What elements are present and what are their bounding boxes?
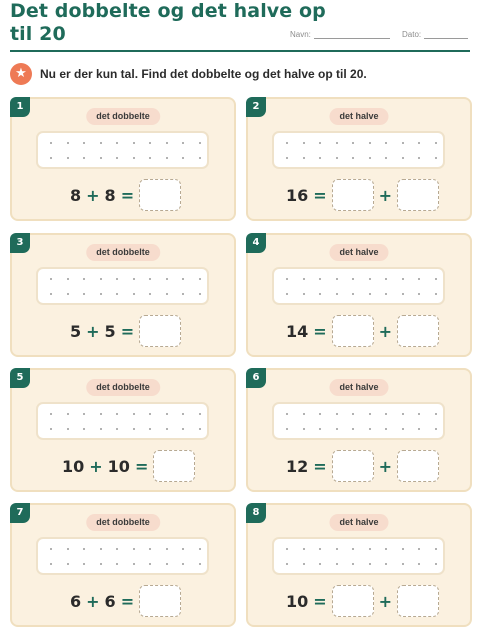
equals-sign: = <box>313 185 327 205</box>
equation-right-operand: 5 <box>104 321 116 341</box>
grid-dot <box>319 428 321 430</box>
answer-box-second[interactable] <box>397 315 439 347</box>
grid-dot <box>67 413 69 415</box>
grid-dot <box>50 157 52 159</box>
grid-dot <box>116 563 118 565</box>
exercise-card-3 <box>10 233 236 357</box>
grid-dot <box>435 413 437 415</box>
grid-dot <box>67 548 69 550</box>
grid-dot <box>369 548 371 550</box>
grid-dot <box>83 157 85 159</box>
grid-dot <box>83 413 85 415</box>
plus-sign: + <box>378 591 393 611</box>
grid-dot <box>133 157 135 159</box>
grid-dot <box>50 548 52 550</box>
grid-dot <box>100 413 102 415</box>
equals-sign: = <box>313 591 327 611</box>
grid-dot <box>149 563 151 565</box>
grid-dot <box>286 293 288 295</box>
grid-dot <box>100 278 102 280</box>
plus-sign: + <box>378 185 393 205</box>
grid-dot <box>182 563 184 565</box>
grid-dot <box>133 142 135 144</box>
grid-dot <box>402 293 404 295</box>
grid-dot <box>199 142 201 144</box>
grid-dot <box>336 548 338 550</box>
grid-dot <box>303 278 305 280</box>
grid-dot <box>286 278 288 280</box>
equation-left-operand: 6 <box>70 591 82 611</box>
grid-dot <box>418 142 420 144</box>
header-divider <box>10 50 470 52</box>
equation-right-operand: 10 <box>107 456 130 476</box>
date-field[interactable] <box>402 30 468 39</box>
grid-dot <box>303 293 305 295</box>
grid-dot <box>116 428 118 430</box>
grid-dot <box>418 278 420 280</box>
answer-box[interactable] <box>153 450 195 482</box>
answer-box-second[interactable] <box>397 450 439 482</box>
grid-dot <box>116 413 118 415</box>
grid-dot <box>50 142 52 144</box>
exercise-card-7 <box>10 503 236 627</box>
grid-dot <box>149 413 151 415</box>
grid-dot <box>149 142 151 144</box>
grid-dot <box>166 563 168 565</box>
exercise-label-pill: det dobbelte <box>86 108 160 125</box>
grid-dot <box>369 293 371 295</box>
grid-dot <box>182 293 184 295</box>
answer-box[interactable] <box>139 179 181 211</box>
grid-dot <box>319 142 321 144</box>
grid-dot <box>319 413 321 415</box>
equation-right-operand: 6 <box>104 591 116 611</box>
grid-dot <box>385 548 387 550</box>
plus-sign: + <box>86 185 100 205</box>
equation <box>286 179 439 211</box>
equals-sign: = <box>313 321 327 341</box>
grid-dot <box>303 428 305 430</box>
grid-dot <box>369 142 371 144</box>
exercise-number-badge: 7 <box>10 503 30 523</box>
equation <box>286 315 439 347</box>
grid-dot <box>166 548 168 550</box>
star-icon: ★ <box>10 63 32 85</box>
name-line[interactable] <box>314 31 390 39</box>
grid-dot <box>369 278 371 280</box>
grid-dot <box>182 142 184 144</box>
exercise-card-2 <box>246 97 472 221</box>
grid-dot <box>182 157 184 159</box>
grid-dot <box>352 157 354 159</box>
grid-dot <box>418 428 420 430</box>
grid-dot <box>402 548 404 550</box>
grid-dot <box>303 142 305 144</box>
equation <box>286 585 439 617</box>
grid-dot <box>50 428 52 430</box>
grid-dot <box>149 293 151 295</box>
grid-dot <box>402 413 404 415</box>
grid-dot <box>133 548 135 550</box>
equation-left-operand: 5 <box>70 321 82 341</box>
grid-dot <box>435 563 437 565</box>
grid-dot <box>336 157 338 159</box>
exercise-label-pill: det halve <box>329 244 388 261</box>
grid-dot <box>336 142 338 144</box>
grid-dot <box>166 157 168 159</box>
dot-grid-box[interactable] <box>272 537 445 575</box>
exercise-card-6 <box>246 368 472 492</box>
grid-dot <box>319 278 321 280</box>
grid-dot <box>100 293 102 295</box>
grid-dot <box>50 293 52 295</box>
grid-dot <box>83 548 85 550</box>
grid-dot <box>319 563 321 565</box>
grid-dot <box>402 157 404 159</box>
exercise-label-pill: det halve <box>329 514 388 531</box>
dot-grid-box[interactable] <box>272 267 445 305</box>
grid-dot <box>199 563 201 565</box>
equation <box>70 585 181 617</box>
grid-dot <box>385 563 387 565</box>
grid-dot <box>50 278 52 280</box>
grid-dot <box>199 428 201 430</box>
grid-dot <box>336 428 338 430</box>
grid-dot <box>50 563 52 565</box>
grid-dot <box>116 293 118 295</box>
grid-dot <box>385 142 387 144</box>
equation-total: 16 <box>286 185 309 205</box>
grid-dot <box>435 157 437 159</box>
grid-dot <box>336 293 338 295</box>
grid-dot <box>385 157 387 159</box>
exercise-label-pill: det dobbelte <box>86 514 160 531</box>
grid-dot <box>182 278 184 280</box>
equals-sign: = <box>313 456 327 476</box>
page-title <box>10 0 326 46</box>
grid-dot <box>166 142 168 144</box>
exercise-number-badge: 2 <box>246 97 266 117</box>
answer-box-first[interactable] <box>332 450 374 482</box>
grid-dot <box>418 413 420 415</box>
equals-sign: = <box>134 456 149 476</box>
title-line-2: til 20 <box>10 23 66 45</box>
grid-dot <box>83 428 85 430</box>
exercise-card-1 <box>10 97 236 221</box>
grid-dot <box>199 413 201 415</box>
grid-dot <box>182 548 184 550</box>
dot-grid-box[interactable] <box>272 131 445 169</box>
exercise-card-8 <box>246 503 472 627</box>
grid-dot <box>286 413 288 415</box>
grid-dot <box>50 413 52 415</box>
equals-sign: = <box>120 591 135 611</box>
answer-box-first[interactable] <box>332 179 374 211</box>
grid-dot <box>385 428 387 430</box>
grid-dot <box>166 428 168 430</box>
grid-dot <box>435 278 437 280</box>
grid-dot <box>319 293 321 295</box>
grid-dot <box>133 278 135 280</box>
grid-dot <box>418 293 420 295</box>
grid-dot <box>352 563 354 565</box>
grid-dot <box>182 413 184 415</box>
dot-grid-box[interactable] <box>36 537 209 575</box>
exercise-number-badge: 3 <box>10 233 30 253</box>
grid-dot <box>369 413 371 415</box>
grid-dot <box>303 157 305 159</box>
grid-dot <box>319 548 321 550</box>
grid-dot <box>67 428 69 430</box>
grid-dot <box>385 413 387 415</box>
equation <box>70 315 181 347</box>
plus-sign: + <box>86 591 100 611</box>
grid-dot <box>116 157 118 159</box>
equation-left-operand: 10 <box>62 456 85 476</box>
exercise-label-pill: det halve <box>329 108 388 125</box>
grid-dot <box>67 278 69 280</box>
grid-dot <box>303 548 305 550</box>
grid-dot <box>402 142 404 144</box>
grid-dot <box>199 278 201 280</box>
plus-sign: + <box>378 456 393 476</box>
equation-left-operand: 8 <box>70 185 82 205</box>
grid-dot <box>67 157 69 159</box>
answer-box[interactable] <box>139 315 181 347</box>
answer-box-first[interactable] <box>332 315 374 347</box>
grid-dot <box>319 157 321 159</box>
exercise-card-5 <box>10 368 236 492</box>
grid-dot <box>352 293 354 295</box>
dot-grid-box[interactable] <box>36 402 209 440</box>
exercise-card-4 <box>246 233 472 357</box>
grid-dot <box>166 278 168 280</box>
date-label: Dato: <box>402 30 422 39</box>
grid-dot <box>67 142 69 144</box>
grid-dot <box>166 413 168 415</box>
name-field[interactable] <box>290 30 390 39</box>
grid-dot <box>133 563 135 565</box>
grid-dot <box>83 278 85 280</box>
answer-box-second[interactable] <box>397 179 439 211</box>
exercise-label-pill: det halve <box>329 379 388 396</box>
grid-dot <box>116 142 118 144</box>
equals-sign: = <box>120 321 135 341</box>
grid-dot <box>100 428 102 430</box>
equation <box>286 450 439 482</box>
exercise-number-badge: 6 <box>246 368 266 388</box>
equation-total: 12 <box>286 456 309 476</box>
grid-dot <box>199 157 201 159</box>
answer-box-first[interactable] <box>332 585 374 617</box>
equals-sign: = <box>120 185 135 205</box>
grid-dot <box>336 413 338 415</box>
grid-dot <box>369 157 371 159</box>
grid-dot <box>67 563 69 565</box>
exercise-number-badge: 5 <box>10 368 30 388</box>
grid-dot <box>286 548 288 550</box>
grid-dot <box>149 157 151 159</box>
equation-total: 14 <box>286 321 309 341</box>
grid-dot <box>369 563 371 565</box>
grid-dot <box>100 563 102 565</box>
grid-dot <box>149 428 151 430</box>
grid-dot <box>83 142 85 144</box>
equation <box>62 450 195 482</box>
dot-grid-box[interactable] <box>272 402 445 440</box>
grid-dot <box>199 293 201 295</box>
grid-dot <box>286 563 288 565</box>
dot-grid-box[interactable] <box>36 131 209 169</box>
grid-dot <box>100 548 102 550</box>
grid-dot <box>303 413 305 415</box>
grid-dot <box>435 428 437 430</box>
date-line[interactable] <box>424 31 468 39</box>
plus-sign: + <box>89 456 103 476</box>
equation <box>70 179 181 211</box>
grid-dot <box>83 563 85 565</box>
grid-dot <box>199 548 201 550</box>
exercise-label-pill: det dobbelte <box>86 244 160 261</box>
plus-sign: + <box>378 321 393 341</box>
grid-dot <box>100 142 102 144</box>
instruction-text: Nu er der kun tal. Find det dobbelte og det halve op til 20. <box>40 67 367 81</box>
equation-total: 10 <box>286 591 309 611</box>
grid-dot <box>418 563 420 565</box>
grid-dot <box>83 293 85 295</box>
grid-dot <box>418 157 420 159</box>
name-label: Navn: <box>290 30 311 39</box>
grid-dot <box>402 563 404 565</box>
exercise-number-badge: 8 <box>246 503 266 523</box>
grid-dot <box>116 548 118 550</box>
grid-dot <box>166 293 168 295</box>
grid-dot <box>435 548 437 550</box>
grid-dot <box>149 278 151 280</box>
answer-box-second[interactable] <box>397 585 439 617</box>
grid-dot <box>402 278 404 280</box>
grid-dot <box>303 563 305 565</box>
grid-dot <box>402 428 404 430</box>
grid-dot <box>286 142 288 144</box>
grid-dot <box>352 548 354 550</box>
grid-dot <box>336 278 338 280</box>
grid-dot <box>435 142 437 144</box>
grid-dot <box>116 278 118 280</box>
answer-box[interactable] <box>139 585 181 617</box>
equation-right-operand: 8 <box>104 185 116 205</box>
grid-dot <box>385 278 387 280</box>
grid-dot <box>133 293 135 295</box>
exercise-number-badge: 1 <box>10 97 30 117</box>
title-line-1: Det dobbelte og det halve op <box>10 0 326 22</box>
grid-dot <box>286 157 288 159</box>
grid-dot <box>67 293 69 295</box>
grid-dot <box>369 428 371 430</box>
grid-dot <box>336 563 338 565</box>
grid-dot <box>133 428 135 430</box>
grid-dot <box>435 293 437 295</box>
exercise-number-badge: 4 <box>246 233 266 253</box>
grid-dot <box>149 548 151 550</box>
grid-dot <box>418 548 420 550</box>
grid-dot <box>182 428 184 430</box>
plus-sign: + <box>86 321 100 341</box>
exercise-label-pill: det dobbelte <box>86 379 160 396</box>
grid-dot <box>385 293 387 295</box>
grid-dot <box>352 413 354 415</box>
grid-dot <box>100 157 102 159</box>
grid-dot <box>352 278 354 280</box>
dot-grid-box[interactable] <box>36 267 209 305</box>
grid-dot <box>352 428 354 430</box>
grid-dot <box>352 142 354 144</box>
grid-dot <box>133 413 135 415</box>
grid-dot <box>286 428 288 430</box>
